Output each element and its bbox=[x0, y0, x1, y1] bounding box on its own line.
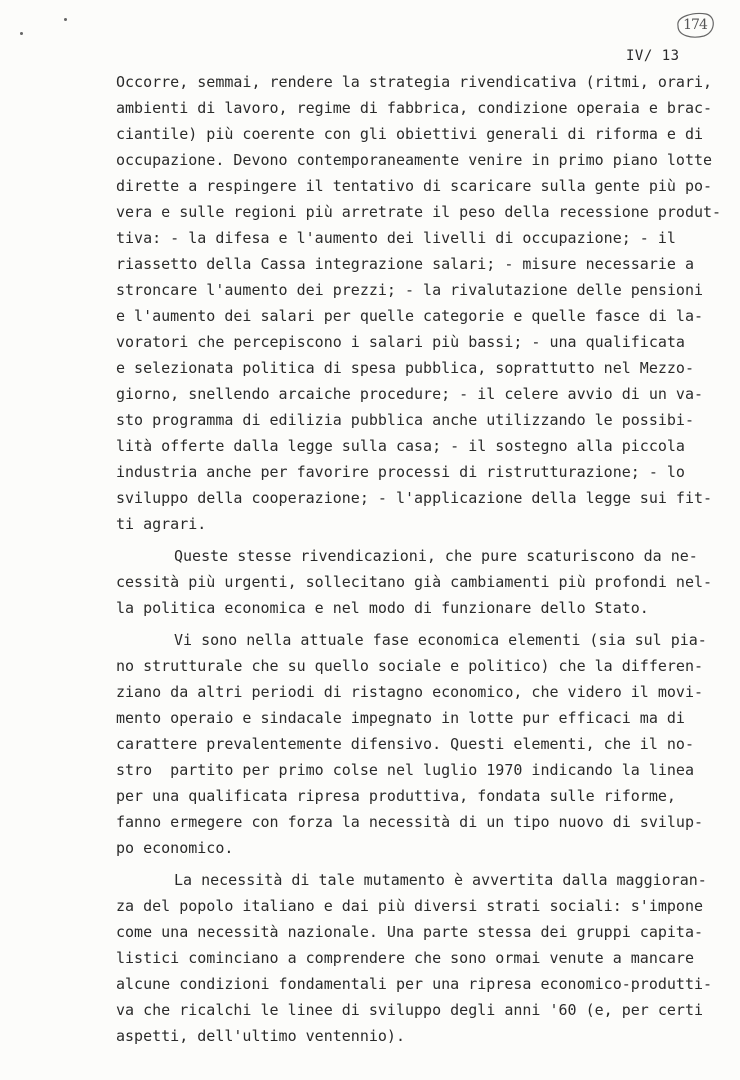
text-line: Occorre, semmai, rendere la strategia rivendicativa (ritmi, orari, bbox=[116, 73, 713, 91]
text-line: riassetto della Cassa integrazione salari; - misure necessarie a bbox=[116, 255, 694, 273]
text-line: industria anche per favorire processi di ristrutturazione; - lo bbox=[116, 463, 685, 481]
text-line: come una necessità nazionale. Una parte stessa dei gruppi capita- bbox=[116, 923, 703, 941]
text-line: carattere prevalentemente difensivo. Questi elementi, che il no- bbox=[116, 735, 694, 753]
text-line: La necessità di tale mutamento è avvertita dalla maggioran- bbox=[174, 871, 707, 889]
text-line: lità offerte dalla legge sulla casa; - il sostegno alla piccola bbox=[116, 437, 685, 455]
archive-number-stamp bbox=[672, 10, 718, 40]
text-line: ciantile) più coerente con gli obiettivi generali di riforma e di bbox=[116, 125, 703, 143]
archive-number: 174 bbox=[683, 17, 707, 33]
text-line: fanno ermegere con forza la necessità di un tipo nuovo di svilup- bbox=[116, 813, 703, 831]
page-marker: IV/ 13 bbox=[626, 48, 680, 64]
text-line: stro partito per primo colse nel luglio 1970 indicando la linea bbox=[116, 761, 694, 779]
text-line: dirette a respingere il tentativo di scaricare sulla gente più po- bbox=[116, 177, 713, 195]
text-line: per una qualificata ripresa produttiva, fondata sulle riforme, bbox=[116, 787, 676, 805]
text-line: za del popolo italiano e dai più diversi strati sociali: s'impone bbox=[116, 897, 703, 915]
text-line: Vi sono nella attuale fase economica elementi (sia sul pia- bbox=[174, 631, 707, 649]
text-line: sviluppo della cooperazione; - l'applicazione della legge sui fit- bbox=[116, 489, 713, 507]
text-line: aspetti, dell'ultimo ventennio). bbox=[116, 1027, 405, 1045]
text-line: Queste stesse rivendicazioni, che pure scaturiscono da ne- bbox=[174, 547, 698, 565]
text-line: po economico. bbox=[116, 839, 234, 857]
text-line: cessità più urgenti, sollecitano già cambiamenti più profondi nel- bbox=[116, 573, 713, 591]
text-line: vera e sulle regioni più arretrate il peso della recessione produt- bbox=[116, 203, 722, 221]
text-line: sto programma di edilizia pubblica anche utilizzando le possibi- bbox=[116, 411, 694, 429]
text-line: giorno, snellendo arcaiche procedure; - il celere avvio di un va- bbox=[116, 385, 703, 403]
text-line: alcune condizioni fondamentali per una ripresa economico-produtti- bbox=[116, 975, 713, 993]
text-line: ziano da altri periodi di ristagno economico, che videro il movi- bbox=[116, 683, 703, 701]
text-line: e l'aumento dei salari per quelle categorie e quelle fasce di la- bbox=[116, 307, 703, 325]
text-line: ti agrari. bbox=[116, 515, 207, 533]
text-line: no strutturale che su quello sociale e politico) che la differen- bbox=[116, 657, 703, 675]
text-line: tiva: - la difesa e l'aumento dei livelli di occupazione; - il bbox=[116, 229, 676, 247]
text-line: stroncare l'aumento dei prezzi; - la rivalutazione delle pensioni bbox=[116, 281, 703, 299]
text-line: la politica economica e nel modo di funzionare dello Stato. bbox=[116, 599, 649, 617]
scan-speck bbox=[64, 18, 67, 21]
text-line: mento operaio e sindacale impegnato in lotte pur efficaci ma di bbox=[116, 709, 685, 727]
text-line: ambienti di lavoro, regime di fabbrica, condizione operaia e brac- bbox=[116, 99, 713, 117]
text-line: voratori che percepiscono i salari più bassi; - una qualificata bbox=[116, 333, 685, 351]
scan-speck bbox=[20, 32, 23, 35]
text-line: va che ricalchi le linee di sviluppo degli anni '60 (e, per certi bbox=[116, 1001, 703, 1019]
text-line: occupazione. Devono contemporaneamente venire in primo piano lotte bbox=[116, 151, 713, 169]
text-line: listici cominciano a comprendere che sono ormai venute a mancare bbox=[116, 949, 694, 967]
text-line: e selezionata politica di spesa pubblica, soprattutto nel Mezzo- bbox=[116, 359, 694, 377]
